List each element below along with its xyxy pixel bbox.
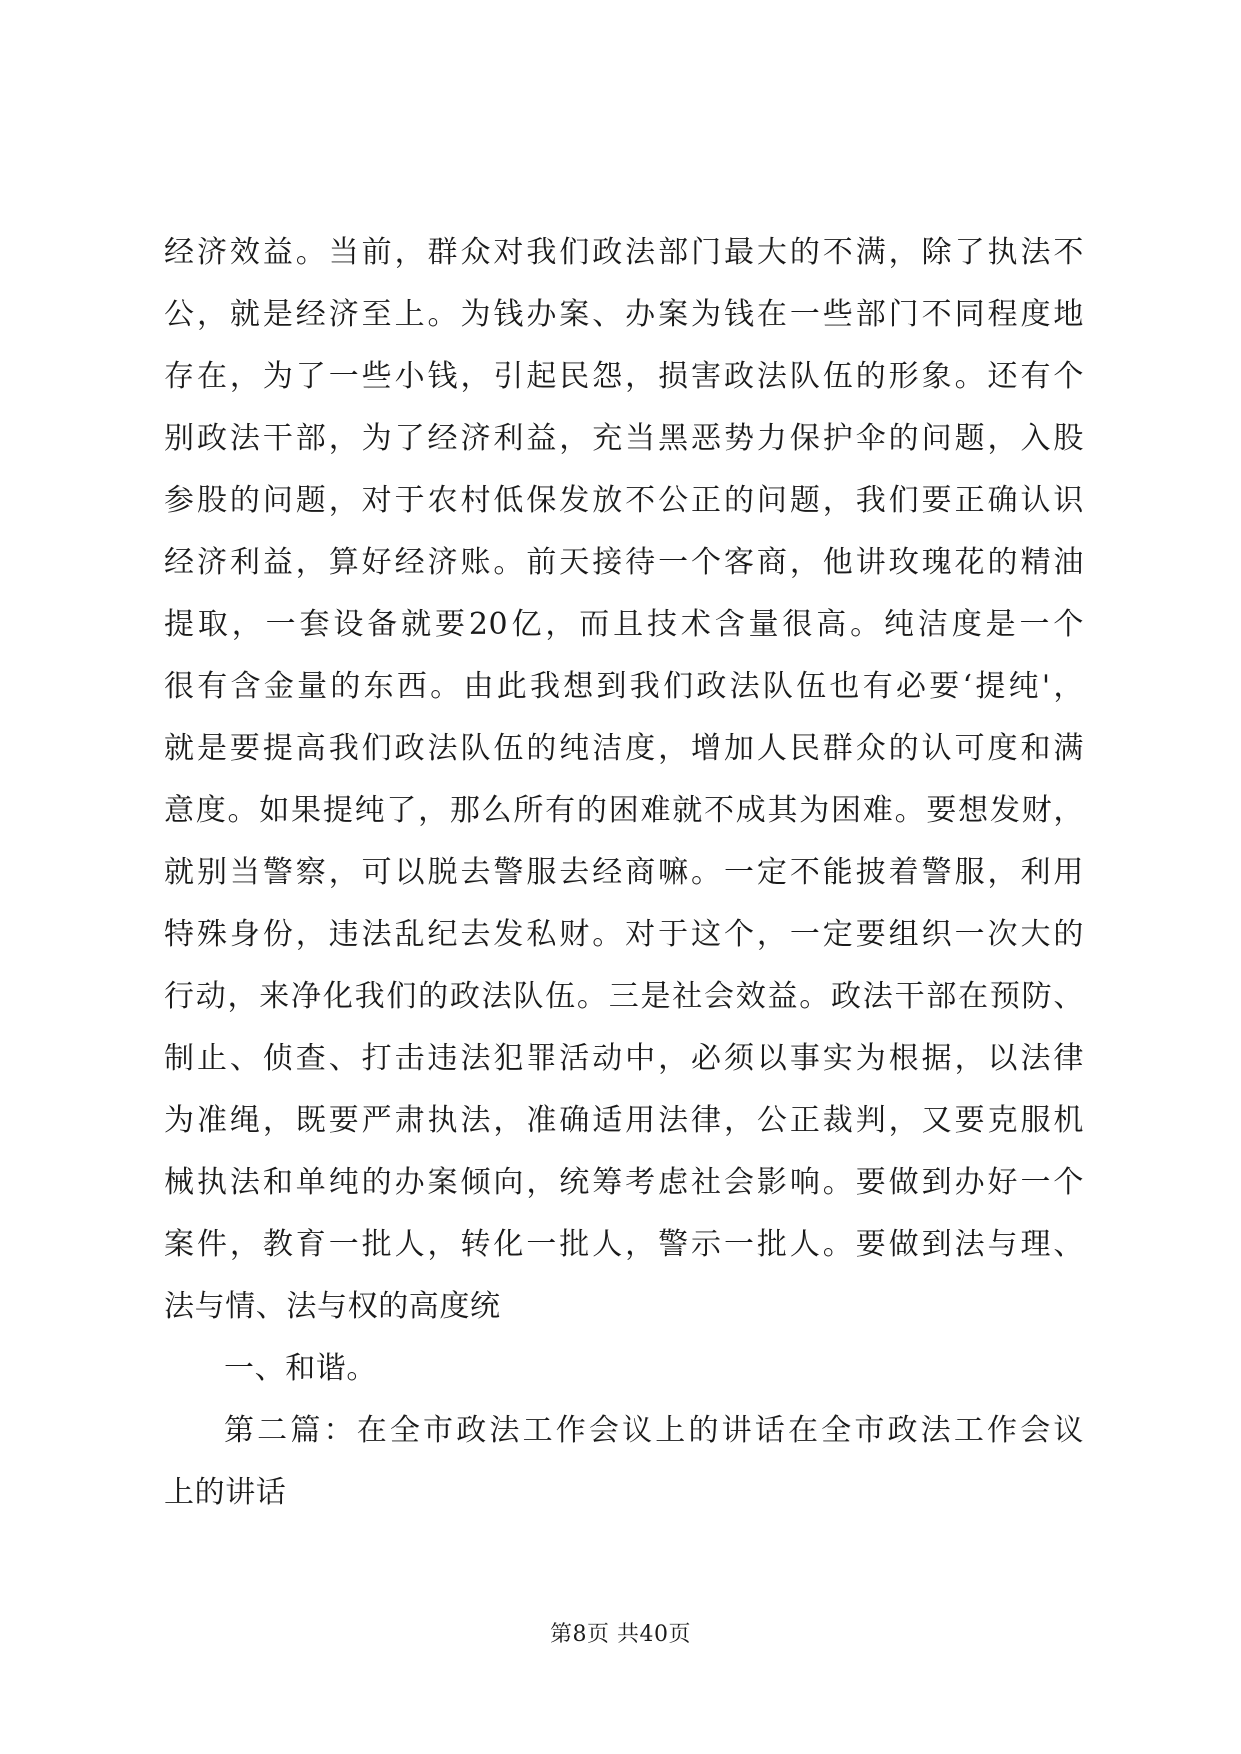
text-line: 存在，为了一些小钱，引起民怨，损害政法队伍的形象。还有个 <box>164 359 1084 394</box>
text-line: 制止、侦查、打击违法犯罪活动中，必须以事实为根据，以法律 <box>164 1041 1084 1076</box>
text-line: 经济效益。当前，群众对我们政法部门最大的不满，除了执法不 <box>164 235 1084 270</box>
text-line: 别政法干部，为了经济利益，充当黑恶势力保护伞的问题，入股 <box>164 421 1084 456</box>
text-line: 第二篇：在全市政法工作会议上的讲话在全市政法工作会议 <box>224 1413 1084 1448</box>
text-line: 就别当警察，可以脱去警服去经商嘛。一定不能披着警服，利用 <box>164 855 1084 890</box>
text-line: 经济利益，算好经济账。前天接待一个客商，他讲玫瑰花的精油 <box>164 545 1084 580</box>
paragraph <box>164 222 1084 1338</box>
text-line: 很有含金量的东西。由此我想到我们政法队伍也有必要‘提纯'， <box>164 669 1084 704</box>
page-number-footer: 第8页 共40页 <box>550 1622 691 1647</box>
text-line: 为准绳，既要严肃执法，准确适用法律，公正裁判，又要克服机 <box>164 1103 1084 1138</box>
text-line: 参股的问题，对于农村低保发放不公正的问题，我们要正确认识 <box>164 483 1084 518</box>
text-line: 意度。如果提纯了，那么所有的困难就不成其为困难。要想发财， <box>164 793 1084 828</box>
text-line: 就是要提高我们政法队伍的纯洁度，增加人民群众的认可度和满 <box>164 731 1084 766</box>
text-line: 械执法和单纯的办案倾向，统筹考虑社会影响。要做到办好一个 <box>164 1165 1084 1200</box>
text-line: 一、和谐。 <box>224 1351 377 1386</box>
text-line: 法与情、法与权的高度统 <box>164 1289 501 1324</box>
paragraph <box>164 1338 1084 1400</box>
text-line: 公，就是经济至上。为钱办案、办案为钱在一些部门不同程度地 <box>164 297 1084 332</box>
document-body <box>164 222 1084 1524</box>
text-line: 提取，一套设备就要20亿，而且技术含量很高。纯洁度是一个 <box>164 607 1084 642</box>
paragraph <box>164 1400 1084 1524</box>
text-line: 行动，来净化我们的政法队伍。三是社会效益。政法干部在预防、 <box>164 979 1084 1014</box>
text-line: 特殊身份，违法乱纪去发私财。对于这个，一定要组织一次大的 <box>164 917 1084 952</box>
text-line: 案件，教育一批人，转化一批人，警示一批人。要做到法与理、 <box>164 1227 1084 1262</box>
text-line: 上的讲话 <box>164 1475 287 1510</box>
